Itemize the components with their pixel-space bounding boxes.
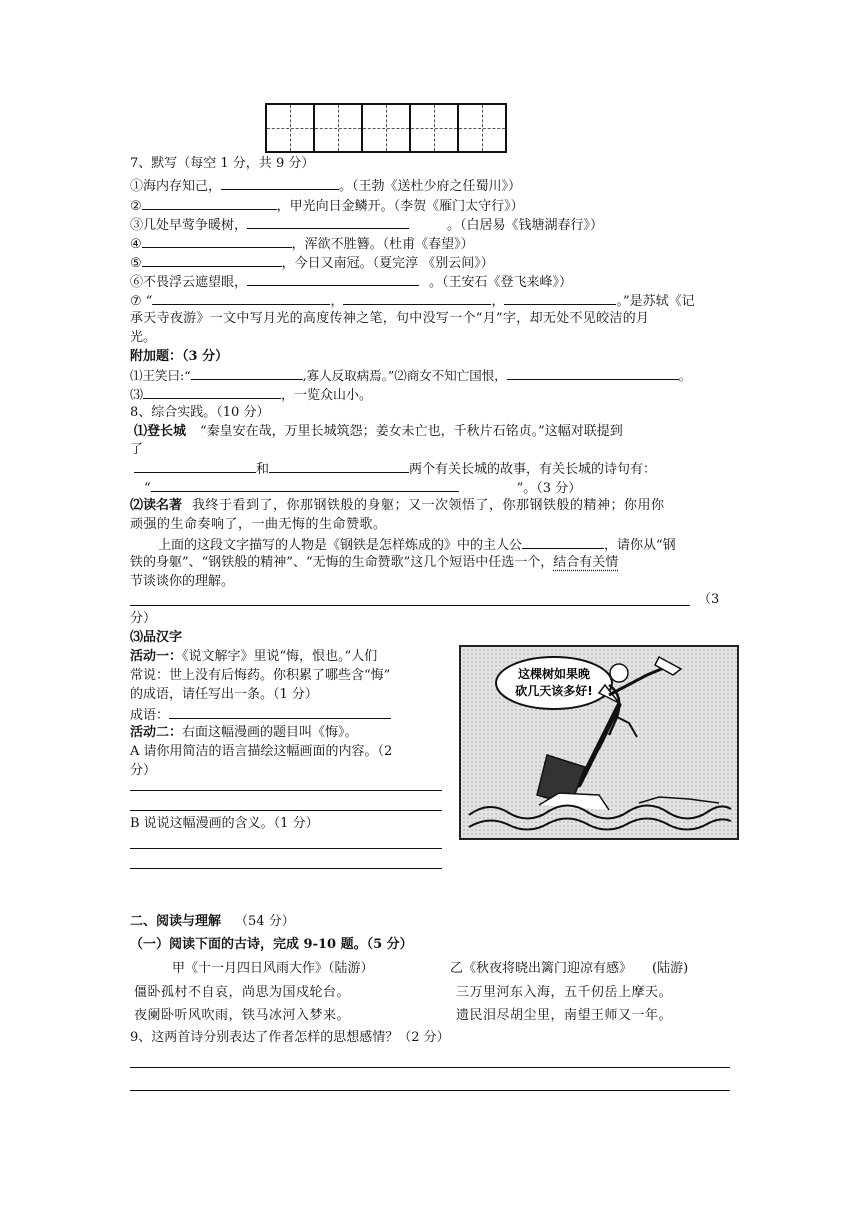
activity2-A-cont: 分） [130, 763, 157, 778]
text: 。（王勃《送杜少府之任蜀川》） [339, 179, 522, 194]
q8-s2-quote-2: 顽强的生命奏响了，一曲无悔的生命赞歌。 [130, 517, 387, 532]
text: 上面的这段文字描写的人物是《钢铁是怎样炼成的》中的主人公 [158, 538, 523, 553]
poem-b-line-1: 三万里河东入海，五千仞岳上摩天。 [456, 985, 673, 1000]
activity1-line-2: 常说：世上没有后悔药。你积累了哪些含“悔” [130, 668, 391, 683]
q7-line-4 [130, 233, 474, 254]
score-text-2: 分） [130, 611, 157, 626]
text: ①海内存知己， [130, 179, 222, 194]
text: ，一览众山小。 [281, 388, 373, 403]
answer-blank[interactable] [142, 252, 282, 267]
activity-label: 活动一： [130, 649, 183, 664]
answer-blank[interactable] [221, 175, 339, 190]
text: ④ [130, 237, 142, 252]
text: 《说文解字》里说“悔，恨也。”人们 [182, 649, 378, 664]
activity2-A: A 请你用简洁的语言描绘这幅画面的内容。（2 [130, 744, 393, 759]
bonus-line-2 [130, 384, 372, 405]
poem-b-author: (陆游) [652, 961, 689, 976]
text: 。（白居易《钱塘湖春行》） [447, 218, 604, 233]
poem-b-title-line [450, 959, 688, 978]
activity1-line-3: 的成语，请任写出一条。（1 分） [130, 687, 318, 702]
grid-cell[interactable] [265, 103, 315, 153]
activity1-line-4 [130, 704, 391, 725]
q8-s1-blanks [134, 458, 656, 479]
answer-blank[interactable] [522, 534, 604, 549]
q7-line-2 [130, 195, 524, 216]
answer-blank[interactable] [169, 704, 391, 719]
activity1-line-1 [130, 647, 377, 666]
text: ，甲光向日金鳞开。（李贺《雁门太守行》） [276, 199, 524, 214]
text: “秦皇安在哉，万里长城筑怨；姜女未亡也，千秋片石铭贞。”这幅对联提到 [200, 424, 623, 439]
answer-blank[interactable] [247, 271, 419, 286]
part-title: 二、阅读与理解 [130, 914, 222, 929]
emphasis-text: 结合有关情 [553, 555, 619, 570]
q8-s2-para-2 [130, 553, 618, 572]
text: ,寡人反取病焉。”⑵商女不知亡国恨， [302, 368, 507, 383]
poem-a-line-1: 僵卧孤村不自哀，尚思为国戍轮台。 [134, 985, 351, 1000]
text: ，请你从“钢 [604, 538, 676, 553]
answer-line[interactable] [130, 1090, 730, 1091]
answer-line[interactable] [130, 790, 442, 791]
answer-line[interactable] [130, 1067, 730, 1068]
poem-a-title: 甲《十一月四日风雨大作》（陆游） [172, 961, 374, 976]
q7-line-1 [130, 175, 521, 196]
text: 和 [256, 462, 270, 477]
bonus-heading: 附加题：（3 分） [130, 349, 229, 364]
q7-line-7-cont: 承天寺夜游》一文中写月光的高度传神之笔，句中没写一个“月”字，却无处不见皎洁的月 [130, 311, 650, 326]
text: 两个有关长城的故事，有关长城的诗句有： [409, 462, 657, 477]
answer-blank[interactable] [143, 384, 281, 399]
answer-blank[interactable] [134, 458, 256, 473]
text: ⑤ [130, 256, 142, 271]
grid-cell[interactable] [409, 103, 459, 153]
text: ， [330, 294, 344, 309]
q7-heading: 7、默写（每空 1 分，共 9 分） [130, 156, 315, 171]
q8-s3-title: ⑶品汉字 [130, 630, 183, 645]
q8-s2-para-1 [158, 534, 676, 555]
text: ⑦ “ [130, 294, 153, 309]
section-title: ⑵读名著 [130, 498, 183, 513]
q8-s2-para-3: 节谈谈你的理解。 [130, 574, 235, 589]
q8-s2-line-1 [130, 496, 665, 515]
answer-blank[interactable] [343, 290, 491, 305]
text: 。（王安石《登飞来峰》） [429, 275, 573, 290]
quote-text: 我终于看到了，你那钢铁般的身躯；又一次领悟了，你那钢铁般的精神；你用你 [192, 498, 665, 513]
q7-line-5 [130, 252, 494, 273]
writing-grid[interactable] [265, 103, 505, 153]
text: ② [130, 199, 142, 214]
answer-blank[interactable] [142, 195, 277, 210]
text: 右面这幅漫画的题目叫《悔》。 [182, 725, 358, 740]
answer-blank[interactable] [507, 365, 679, 380]
q7-line-6 [130, 271, 572, 292]
text: ⑥不畏浮云遮望眼， [130, 275, 248, 290]
grid-cell[interactable] [313, 103, 363, 153]
q8-heading: 8、综合实践。（10 分） [130, 405, 270, 420]
answer-blank[interactable] [191, 365, 303, 380]
text: ⑶ [130, 388, 144, 403]
answer-blank[interactable] [504, 290, 616, 305]
text: ③几处早莺争暖树， [130, 218, 248, 233]
text: ，今日又南冠。（夏完淳 《别云间》） [281, 256, 494, 271]
text: 。”是苏轼《记 [616, 294, 695, 309]
answer-blank[interactable] [247, 214, 409, 229]
score-text: （3 [698, 592, 720, 607]
q8-s1-poem-line: “ ”。（3 分） [144, 477, 581, 498]
q8-s1-line [134, 422, 623, 441]
section-title: ⑴登长城 [134, 424, 187, 439]
grid-cell[interactable] [361, 103, 411, 153]
poem-b-title: 乙《秋夜将晓出篱门迎凉有感》 [450, 961, 633, 976]
text: 铁的身躯”、“钢铁般的精神”、“无悔的生命赞歌”这几个短语中任选一个， [130, 555, 554, 570]
answer-blank[interactable] [269, 458, 409, 473]
q9-text: 9、这两首诗分别表达了作者怎样的思想感情？（2 分） [130, 1030, 450, 1045]
activity-label: 活动二： [130, 725, 183, 740]
answer-line[interactable] [130, 868, 442, 869]
answer-blank[interactable] [142, 233, 292, 248]
activity2-line-1 [130, 723, 358, 742]
text: 成语： [130, 708, 170, 723]
answer-line[interactable] [130, 848, 442, 849]
q7-line-7-end: 光。 [130, 330, 157, 345]
text: ， [491, 294, 505, 309]
text: ，浑欲不胜簪。（杜甫《春望》） [291, 237, 474, 252]
grid-cell[interactable] [457, 103, 507, 153]
q8-s1-line-2: 了 [130, 442, 144, 457]
bonus-line-1 [130, 365, 691, 385]
activity2-B: B 说说这幅漫画的含义。（1 分） [130, 816, 319, 831]
comic-svg [459, 645, 739, 840]
part2-sub: （一）阅读下面的古诗，完成 9-10 题。（5 分） [130, 937, 413, 952]
text: ”。（3 分） [516, 481, 582, 496]
answer-line[interactable] [130, 810, 442, 811]
text: ⑴王笑曰:“ [130, 368, 191, 383]
poem-a-line-2: 夜阑卧听风吹雨，铁马冰河入梦来。 [134, 1008, 351, 1023]
comic-illustration [459, 645, 739, 840]
speech-text-1: 这棵树如果晚 [517, 667, 591, 681]
poem-b-line-2: 遗民泪尽胡尘里，南望王师又一年。 [456, 1008, 673, 1023]
q7-line-3 [130, 214, 603, 235]
answer-blank[interactable] [152, 290, 330, 305]
answer-blank[interactable] [151, 477, 459, 492]
text: 。 [678, 368, 692, 383]
part2-heading [130, 912, 295, 931]
speech-text-2: 砍几天该多好! [515, 684, 593, 698]
q7-line-7 [130, 290, 695, 311]
part-score: （54 分） [235, 914, 295, 929]
answer-line[interactable] [130, 605, 690, 606]
